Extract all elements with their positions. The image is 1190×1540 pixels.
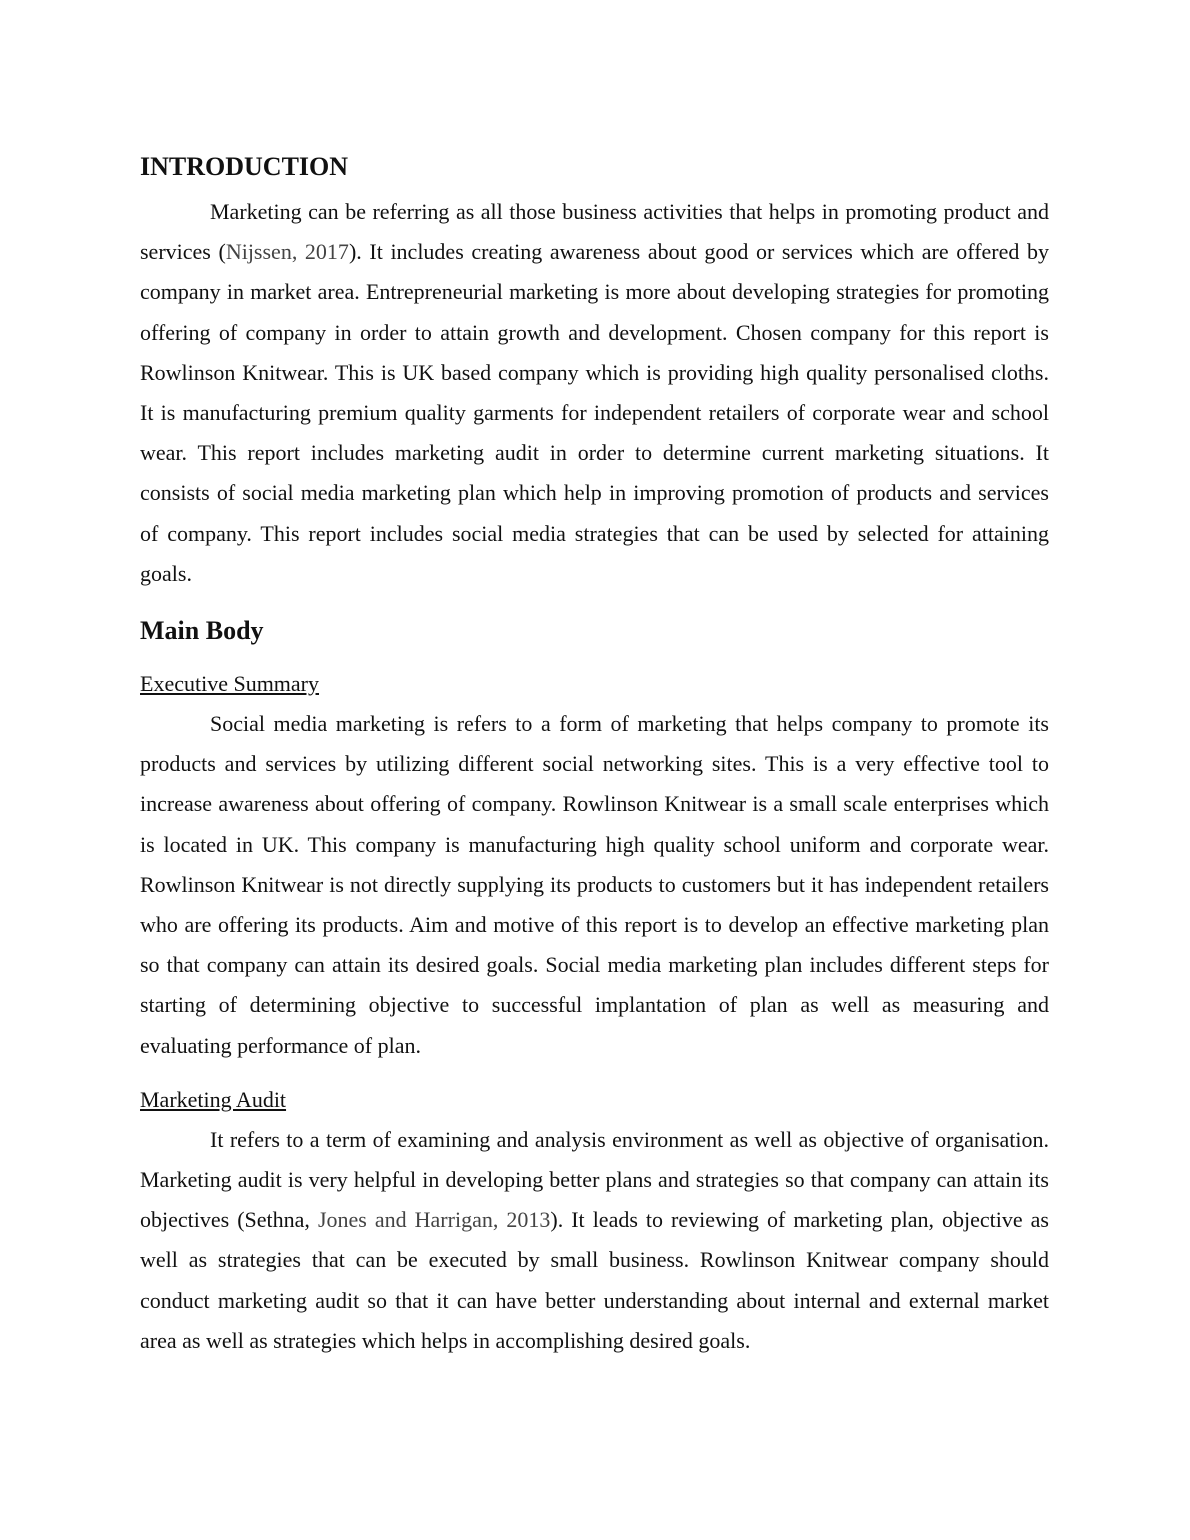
- introduction-paragraph: [140, 192, 1049, 594]
- intro-citation: Nijssen, 2017: [225, 239, 349, 265]
- audit-citation: Jones and Harrigan, 2013: [317, 1207, 551, 1233]
- marketing-audit-paragraph: [140, 1120, 1049, 1361]
- document-page: [140, 148, 1049, 1361]
- audit-text-part-1: It refers to a term of examining and analysis environment as well as objective of organisation. Marketing audit is very helpful in developing better plans and strategies so that company can attain its objectives (Sethna,: [140, 1126, 1049, 1233]
- executive-summary-heading: Executive Summary: [140, 671, 320, 697]
- audit-text-part-2: ). It leads to reviewing of marketing plan, objective as well as strategies that can be executed by small business. Rowlinson Knitwear company should conduct marketing audit so that it can have better understanding about internal and external market area as well as strategies which helps in accomplishing desired goals.: [140, 1207, 1049, 1353]
- main-body-heading: Main Body: [140, 616, 264, 646]
- executive-summary-paragraph: Social media marketing is refers to a form of marketing that helps company to promote its products and services by utilizing different social networking sites. This is a very effective tool to increase awareness about offering of company. Rowlinson Knitwear is a small scale enterprises which is located in UK. This company is manufacturing high quality school uniform and corporate wear. Rowlinson Knitwear is not directly supplying its products to customers but it has independent retailers who are offering its products. Aim and motive of this report is to develop an effective marketing plan so that company can attain its desired goals. Social media marketing plan includes different steps for starting of determining objective to successful implantation of plan as well as measuring and evaluating performance of plan.: [140, 711, 1049, 1058]
- intro-text-part-2: ). It includes creating awareness about good or services which are offered by company in market area. Entrepreneurial marketing is more about developing strategies for promoting offering of company in order to attain growth and development. Chosen company for this report is Rowlinson Knitwear. This is UK based company which is providing high quality personalised cloths. It is manufacturing premium quality garments for independent retailers of corporate wear and school wear. This report includes marketing audit in order to determine current marketing situations. It consists of social media marketing plan which help in improving promotion of products and services of company. This report includes social media strategies that can be used by selected for attaining goals.: [140, 239, 1050, 586]
- intro-text-part-1: Marketing can be referring as all those business activities that helps in promoting product and services (: [140, 199, 1049, 265]
- marketing-audit-heading: Marketing Audit: [140, 1086, 287, 1112]
- introduction-heading: INTRODUCTION: [140, 152, 349, 181]
